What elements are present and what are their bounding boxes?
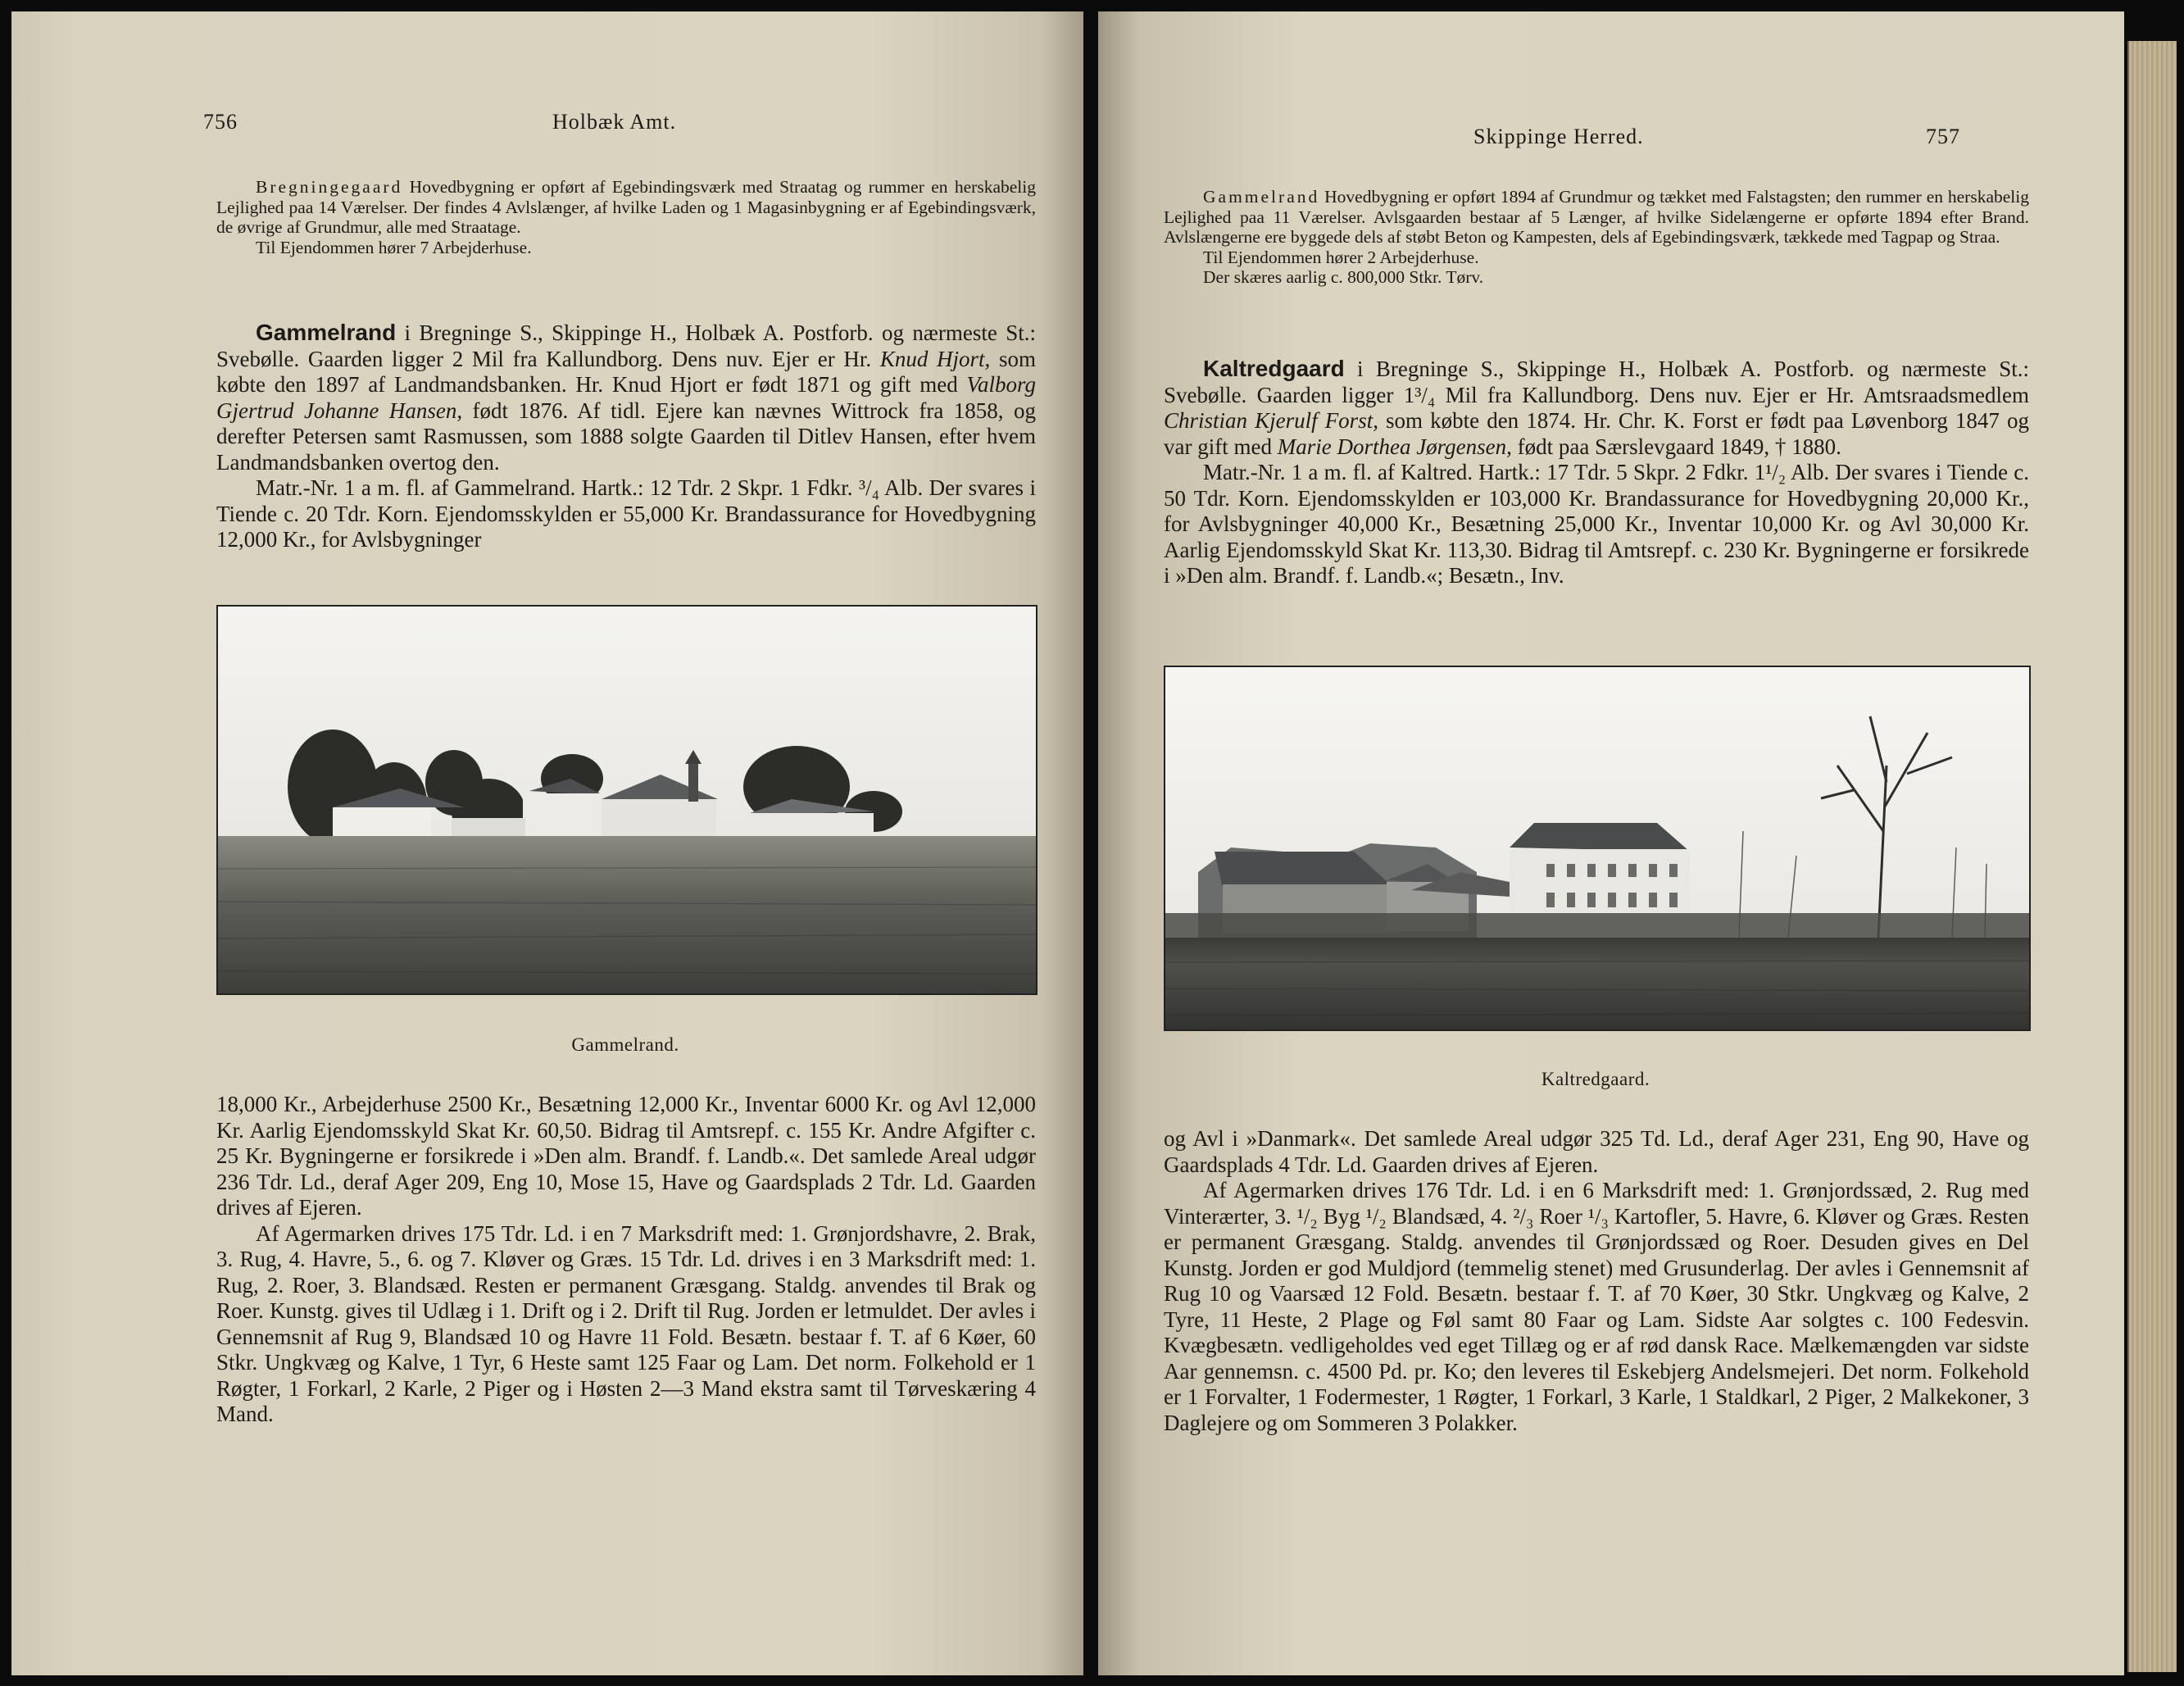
farm-photo-kaltredgaard: [1165, 667, 2029, 1029]
running-head-right: Skippinge Herred.: [1473, 125, 1644, 148]
cont-p2-left: Af Agermarken drives 175 Tdr. Ld. i en 7 Marksdrift med: 1. Grønjordshavre, 2. Brak, 3. Rug, 4. Havre, 5., 6. og 7. Kløver og Græs. 15 Tdr. Ld. drives i en 3 Marksdrift med: 1. Rug, 2. Roer, 3. Blandsæd. Resten er permanent Græsgang. Staldg. anvendes til Brak og Roer. Kunstg. gives til Udlæg i 1. Drift og i 2. Drift til Rug. Jorden er letmuldet. Der avles i Gennemsnit af Rug 9, Blandsæd 10 og Havre 11 Fold. Besætn. bestaar f. T. af 6 Køer, 60 Stkr. Ungkvæg og Kalve, 1 Tyr, 6 Heste samt 125 Faar og Lam. Det norm. Folkehold er 1 Røgter, 1 Forkarl, 2 Karle, 2 Piger og i Høsten 2—3 Mand ekstra samt til Tørveskæring 4 Mand.: [216, 1220, 1036, 1426]
photo-gammelrand: [216, 605, 1038, 995]
page-number-left: 756: [203, 110, 238, 134]
intro-lead-right: Gammelrand: [1203, 187, 1320, 207]
wife-name-left: Valborg Gjertrud Johanne Hansen,: [216, 372, 1036, 423]
entry-title-right: Kaltredgaard: [1203, 356, 1345, 381]
entry-text-left-c: født 1876. Af tidl. Ejere kan nævnes Wittrock fra 1858, og derefter Petersen samt Rasmussen, som 1888 solgte Gaarden til Ditlev Hansen, efter hvem Landmandsbanken overtog den.: [216, 398, 1036, 475]
entry-text-left-a: i Bregninge S., Skippinge H., Holbæk A. Postforb. og nærmeste St.: Svebølle. Gaarden ligger 2 Mil fra Kallundborg. Dens nuv. Ejer er Hr.: [216, 320, 1036, 371]
photo-kaltredgaard: [1164, 666, 2031, 1031]
continuation-block-right: [1164, 1126, 2029, 1436]
entry-title-left: Gammelrand: [256, 320, 397, 345]
intro-block-right: [1164, 187, 2029, 288]
right-page: [1098, 11, 2124, 1675]
left-page: [11, 11, 1083, 1675]
entry-p2-left: Matr.-Nr. 1 a m. fl. af Gammelrand. Hartk.: 12 Tdr. 2 Skpr. 1 Fdkr. ³/₄ Alb. Der svares i Tiende c. 20 Tdr. Korn. Ejendomsskylden er 55,000 Kr. Brandassurance for Hovedbygning 12,000 Kr., for Avlsbygninger: [216, 475, 1036, 552]
entry-text-right-b: som købte den 1874. Hr. Chr. K. Forst er født paa Løvenborg 1847 og var gift med: [1164, 408, 2029, 459]
cont-p1-right: og Avl i »Danmark«. Det samlede Areal udgør 325 Td. Ld., deraf Ager 231, Eng 90, Have og Gaardsplads 4 Tdr. Ld. Gaarden drives af Ejeren.: [1164, 1126, 2029, 1177]
page-number-right: 757: [1926, 125, 1960, 148]
entry-block-right: [1164, 356, 2029, 589]
wife-name-right: Marie Dorthea Jørgensen,: [1277, 434, 1512, 459]
farm-photo-gammelrand: [218, 607, 1036, 993]
entry-p2-right: Matr.-Nr. 1 a m. fl. af Kaltred. Hartk.: 17 Tdr. 5 Skpr. 2 Fdkr. 1¹/₂ Alb. Der svares i Tiende c. 50 Tdr. Korn. Ejendomsskylden er 103,000 Kr. Brandassurance for Hovedbygning 20,000 Kr., for Avlsbygninger 40,000 Kr., Besætning 25,000 Kr., Inventar 10,000 Kr. og Avl 30,000 Kr. Aarlig Ejendomsskyld Skat Kr. 113,30. Bidrag til Amtsrepf. c. 230 Kr. Bygningerne er forsikrede i »Den alm. Brandf. f. Landb.«; Besætn., Inv.: [1164, 460, 2029, 588]
entry-block-left: [216, 320, 1036, 553]
owner-name-right: Christian Kjerulf Forst,: [1164, 408, 1378, 433]
photo-caption-right: Kaltredgaard.: [1541, 1069, 1650, 1089]
cont-p2-right: Af Agermarken drives 176 Tdr. Ld. i en 6 Marksdrift med: 1. Grønjordssæd, 2. Rug med Vinterærter, 3. ¹/₂ Byg ¹/₂ Blandsæd, 4. ²/₃ Roer ¹/₃ Kartofler, 5. Havre, 6. Kløver og Græs. Resten er permanent Græsgang. Staldg. anvendes til Grønjordssæd og Roer. Desuden gives en Del Kunstg. Jorden er god Muldjord (temmelig stenet) med Grusunderlag. Der avles i Gennemsnit af Rug 10 og Vaarsæd 12 Fold. Besætn. bestaar f. T. af 70 Køer, 30 Stkr. Ungkvæg og Kalve, 2 Tyre, 11 Heste, 2 Plage og Føl samt 80 Faar og Lam. Sidste Aar solgtes c. 100 Fedesvin. Kvægbesætn. vedligeholdes ved eget Tillæg og er af rød dansk Race. Mælkemængden var sidste Aar gennemsn. c. 4500 Pd. pr. Ko; den leveres til Eskebjerg Andelsmejeri. Det norm. Folkehold er 1 Forvalter, 1 Fodermester, 1 Røgter, 1 Forkarl, 3 Karle, 1 Staldkarl, 2 Piger, 2 Malkekoner, 3 Daglejere og om Sommeren 3 Polakker.: [1164, 1178, 2029, 1435]
intro-text-right: Hovedbygning er opført 1894 af Grundmur og tækket med Falstagsten; den rummer en herskabelig Lejlighed paa 11 Værelser. Avlsgaarden bestaar af 5 Længer, af hvilke Sidelængerne er opførte 1894 efter Brand. Avlslængerne ere byggede dels af støbt Beton og Kampesten, dels af Egebindingsværk, tækkede med Tagpap og Straa.: [1164, 187, 2029, 247]
cont-p1-left: 18,000 Kr., Arbejderhuse 2500 Kr., Besætning 12,000 Kr., Inventar 6000 Kr. og Avl 12,000 Kr. Aarlig Ejendomsskyld Skat Kr. 60,50. Bidrag til Amtsrepf. c. 155 Kr. Andre Afgifter c. 25 Kr. Bygningerne er forsikrede i »Den alm. Brandf. f. Landb.«. Det samlede Areal udgør 236 Tdr. Ld., deraf Ager 209, Eng 10, Mose 15, Have og Gaardsplads 2 Tdr. Ld. Gaarden drives af Ejeren.: [216, 1092, 1036, 1220]
continuation-block-left: [216, 1092, 1036, 1428]
running-head-left: Holbæk Amt.: [552, 110, 677, 134]
intro-lead-left: Bregningegaard: [256, 177, 403, 197]
intro-text-left: Hovedbygning er opført af Egebindingsværk med Straatag og rummer en herskabelig Lejlighed paa 14 Værelser. Der findes 4 Avlslænger, af hvilke Laden og 1 Magasinbygning er af Egebindingsværk, de øvrige af Grundmur, alle med Straatage.: [216, 177, 1036, 237]
intro-p2-left: Til Ejendommen hører 7 Arbejderhuse.: [256, 237, 532, 257]
entry-text-right-c: født paa Særslevgaard 1849, † 1880.: [1511, 434, 1841, 459]
photo-caption-left: Gammelrand.: [571, 1034, 679, 1055]
intro-block-left: [216, 177, 1036, 257]
entry-text-left-b: som købte den 1897 af Landmandsbanken. Hr. Knud Hjort er født 1871 og gift med: [216, 346, 1036, 397]
intro-p2-right: Til Ejendommen hører 2 Arbejderhuse.: [1203, 247, 1479, 267]
book-page-edges: [2127, 41, 2177, 1672]
owner-name-left: Knud Hjort,: [879, 346, 991, 371]
entry-text-right-a: i Bregninge S., Skippinge H., Holbæk A. Postforb. og nærmeste St.: Svebølle. Gaarden ligger 1³/₄ Mil fra Kallundborg. Dens nuv. Ejer er Hr. Amtsraadsmedlem: [1164, 357, 2029, 407]
intro-p3-right: Der skæres aarlig c. 800,000 Stkr. Tørv.: [1203, 267, 1484, 287]
